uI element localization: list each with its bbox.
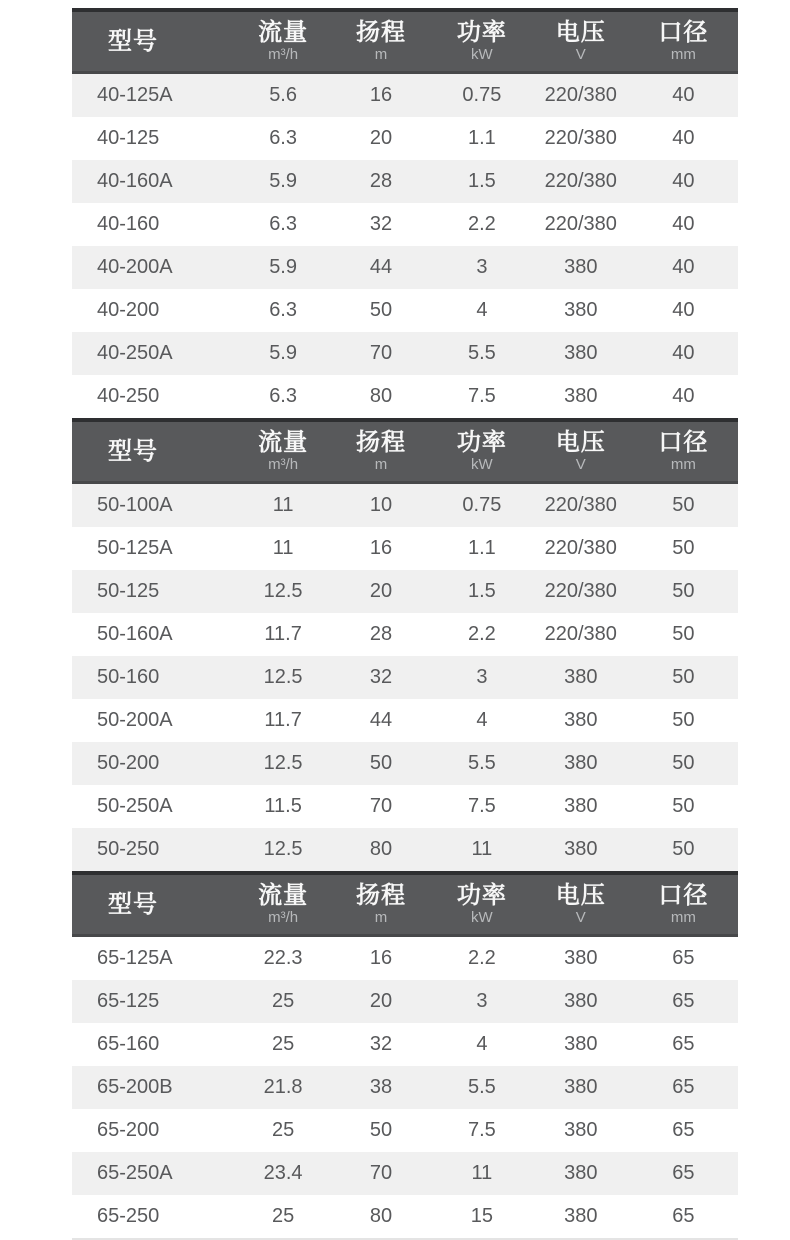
cell-flow: 5.9: [235, 246, 331, 289]
cell-model: 40-125A: [72, 73, 235, 118]
column-label: 型号: [108, 437, 158, 465]
column-unit: V: [575, 456, 586, 474]
cell-model: 50-160A: [72, 613, 235, 656]
cell-flow: 22.3: [235, 936, 331, 981]
cell-voltage: 380: [533, 332, 629, 375]
cell-power: 11: [431, 1152, 533, 1195]
cell-voltage: 220/380: [533, 160, 629, 203]
cell-diameter: 65: [629, 980, 738, 1023]
table-header: [72, 10, 738, 73]
table-row: [72, 289, 738, 332]
cell-head: 20: [331, 980, 431, 1023]
cell-model: 50-200: [72, 742, 235, 785]
cell-power: 1.5: [431, 570, 533, 613]
column-header-power: [431, 873, 533, 936]
cell-diameter: 40: [629, 73, 738, 118]
cell-model: 50-125A: [72, 527, 235, 570]
column-header-inner: [431, 875, 533, 934]
cell-diameter: 50: [629, 527, 738, 570]
cell-head: 80: [331, 1195, 431, 1238]
cell-voltage: 220/380: [533, 613, 629, 656]
table-row: [72, 656, 738, 699]
cell-flow: 6.3: [235, 203, 331, 246]
cell-head: 16: [331, 936, 431, 981]
table-row: [72, 1109, 738, 1152]
cell-diameter: 50: [629, 483, 738, 528]
table-row: [72, 483, 738, 528]
cell-flow: 11.7: [235, 613, 331, 656]
cell-model: 50-100A: [72, 483, 235, 528]
cell-power: 2.2: [431, 936, 533, 981]
cell-flow: 21.8: [235, 1066, 331, 1109]
cell-voltage: 380: [533, 936, 629, 981]
column-label: 型号: [108, 27, 158, 55]
cell-power: 2.2: [431, 203, 533, 246]
cell-model: 40-160: [72, 203, 235, 246]
cell-head: 38: [331, 1066, 431, 1109]
cell-power: 0.75: [431, 73, 533, 118]
cell-diameter: 50: [629, 570, 738, 613]
cell-diameter: 40: [629, 203, 738, 246]
cell-power: 3: [431, 246, 533, 289]
cell-power: 7.5: [431, 375, 533, 418]
cell-flow: 11: [235, 483, 331, 528]
column-header-diameter: [629, 10, 738, 73]
cell-voltage: 380: [533, 785, 629, 828]
column-header-inner: [235, 422, 331, 481]
cell-voltage: 380: [533, 1109, 629, 1152]
column-header-head: [331, 10, 431, 73]
cell-head: 10: [331, 483, 431, 528]
cell-power: 4: [431, 289, 533, 332]
cell-power: 3: [431, 980, 533, 1023]
cell-diameter: 50: [629, 785, 738, 828]
pump-spec-table-40-series: [72, 8, 738, 418]
cell-diameter: 40: [629, 289, 738, 332]
column-header-inner: [431, 422, 533, 481]
column-unit: V: [575, 46, 586, 64]
header-row: [72, 420, 738, 483]
table-row: [72, 332, 738, 375]
cell-diameter: 50: [629, 699, 738, 742]
cell-flow: 11.7: [235, 699, 331, 742]
column-label: 功率: [456, 19, 507, 47]
column-header-inner: [533, 12, 629, 71]
table-row: [72, 980, 738, 1023]
cell-flow: 25: [235, 980, 331, 1023]
cell-voltage: 380: [533, 828, 629, 871]
cell-diameter: 50: [629, 828, 738, 871]
column-unit: V: [575, 909, 586, 927]
cell-power: 5.5: [431, 332, 533, 375]
column-label: 电压: [555, 19, 606, 47]
column-header-inner: [629, 422, 738, 481]
cell-diameter: 65: [629, 1152, 738, 1195]
column-header-power: [431, 420, 533, 483]
cell-model: 65-250A: [72, 1152, 235, 1195]
spec-tables-container: [72, 8, 790, 1238]
table-row: [72, 570, 738, 613]
cell-diameter: 40: [629, 246, 738, 289]
cell-power: 1.1: [431, 527, 533, 570]
column-unit: m³/h: [268, 46, 299, 64]
cell-voltage: 380: [533, 699, 629, 742]
cell-head: 70: [331, 332, 431, 375]
column-header-model: [72, 420, 235, 483]
table-body: [72, 936, 738, 1239]
column-unit: mm: [670, 46, 696, 64]
column-unit: m: [374, 46, 388, 64]
column-header-model: [72, 873, 235, 936]
cell-head: 70: [331, 785, 431, 828]
table-row: [72, 73, 738, 118]
header-row: [72, 10, 738, 73]
column-header-inner: [235, 875, 331, 934]
table-row: [72, 160, 738, 203]
cell-diameter: 65: [629, 1109, 738, 1152]
cell-power: 11: [431, 828, 533, 871]
column-header-inner: [331, 12, 431, 71]
cell-flow: 5.9: [235, 332, 331, 375]
column-label: 电压: [555, 429, 606, 457]
cell-model: 65-200: [72, 1109, 235, 1152]
cell-power: 0.75: [431, 483, 533, 528]
table-row: [72, 527, 738, 570]
cell-model: 40-160A: [72, 160, 235, 203]
column-label: 型号: [108, 890, 158, 918]
cell-voltage: 220/380: [533, 203, 629, 246]
cell-head: 32: [331, 1023, 431, 1066]
table-row: [72, 1152, 738, 1195]
cell-flow: 23.4: [235, 1152, 331, 1195]
cell-head: 28: [331, 613, 431, 656]
cell-flow: 6.3: [235, 289, 331, 332]
cell-power: 5.5: [431, 742, 533, 785]
cell-voltage: 380: [533, 1152, 629, 1195]
cell-head: 20: [331, 117, 431, 160]
cell-flow: 6.3: [235, 375, 331, 418]
cell-model: 50-160: [72, 656, 235, 699]
cell-flow: 12.5: [235, 742, 331, 785]
cell-model: 40-250A: [72, 332, 235, 375]
column-label: 流量: [258, 19, 309, 47]
cell-power: 7.5: [431, 1109, 533, 1152]
column-header-flow: [235, 420, 331, 483]
cell-voltage: 220/380: [533, 483, 629, 528]
column-unit: mm: [670, 456, 696, 474]
column-unit: m³/h: [268, 909, 299, 927]
column-header-inner: [331, 422, 431, 481]
cell-voltage: 380: [533, 246, 629, 289]
cell-flow: 25: [235, 1023, 331, 1066]
cell-model: 65-200B: [72, 1066, 235, 1109]
cell-head: 32: [331, 203, 431, 246]
cell-model: 40-200: [72, 289, 235, 332]
cell-flow: 11.5: [235, 785, 331, 828]
table-row: [72, 117, 738, 160]
column-header-diameter: [629, 873, 738, 936]
cell-flow: 25: [235, 1109, 331, 1152]
cell-voltage: 220/380: [533, 73, 629, 118]
cell-model: 50-200A: [72, 699, 235, 742]
cell-power: 5.5: [431, 1066, 533, 1109]
cell-model: 50-250: [72, 828, 235, 871]
cell-head: 32: [331, 656, 431, 699]
cell-flow: 5.9: [235, 160, 331, 203]
cell-head: 44: [331, 699, 431, 742]
cell-voltage: 380: [533, 980, 629, 1023]
cell-diameter: 40: [629, 332, 738, 375]
column-unit: kW: [471, 909, 493, 927]
column-header-inner: [629, 12, 738, 71]
column-unit: kW: [471, 456, 493, 474]
cell-head: 80: [331, 828, 431, 871]
column-label: 口径: [658, 882, 709, 910]
cell-model: 65-125: [72, 980, 235, 1023]
cell-flow: 11: [235, 527, 331, 570]
column-label: 功率: [456, 882, 507, 910]
cell-voltage: 380: [533, 656, 629, 699]
table-row: [72, 699, 738, 742]
table-row: [72, 936, 738, 981]
cell-diameter: 65: [629, 1023, 738, 1066]
column-unit: m³/h: [268, 456, 299, 474]
column-header-flow: [235, 10, 331, 73]
pump-spec-table-50-series: [72, 418, 738, 871]
column-header-inner: [72, 12, 235, 71]
table-row: [72, 742, 738, 785]
cell-power: 4: [431, 699, 533, 742]
table-row: [72, 246, 738, 289]
cell-voltage: 380: [533, 742, 629, 785]
column-header-inner: [72, 875, 235, 934]
cell-voltage: 380: [533, 1023, 629, 1066]
table-header: [72, 873, 738, 936]
cell-head: 16: [331, 527, 431, 570]
column-label: 功率: [456, 429, 507, 457]
cell-diameter: 65: [629, 1066, 738, 1109]
cell-power: 2.2: [431, 613, 533, 656]
cell-flow: 25: [235, 1195, 331, 1238]
cell-head: 44: [331, 246, 431, 289]
cell-power: 4: [431, 1023, 533, 1066]
cell-diameter: 40: [629, 375, 738, 418]
cell-diameter: 40: [629, 117, 738, 160]
column-header-inner: [331, 875, 431, 934]
cell-model: 65-250: [72, 1195, 235, 1238]
cell-model: 40-200A: [72, 246, 235, 289]
column-label: 流量: [258, 882, 309, 910]
cell-head: 80: [331, 375, 431, 418]
cell-diameter: 65: [629, 936, 738, 981]
cell-voltage: 380: [533, 289, 629, 332]
table-row: [72, 1023, 738, 1066]
column-header-head: [331, 420, 431, 483]
cell-diameter: 40: [629, 160, 738, 203]
column-header-voltage: [533, 420, 629, 483]
cell-power: 1.5: [431, 160, 533, 203]
cell-power: 3: [431, 656, 533, 699]
cell-voltage: 220/380: [533, 570, 629, 613]
cell-voltage: 380: [533, 1195, 629, 1238]
column-header-head: [331, 873, 431, 936]
cell-power: 1.1: [431, 117, 533, 160]
cell-diameter: 50: [629, 613, 738, 656]
cell-flow: 12.5: [235, 656, 331, 699]
cell-voltage: 380: [533, 1066, 629, 1109]
cell-head: 28: [331, 160, 431, 203]
cell-flow: 6.3: [235, 117, 331, 160]
cell-voltage: 220/380: [533, 117, 629, 160]
cell-head: 20: [331, 570, 431, 613]
cell-head: 70: [331, 1152, 431, 1195]
column-label: 口径: [658, 429, 709, 457]
cell-model: 40-250: [72, 375, 235, 418]
column-header-flow: [235, 873, 331, 936]
column-unit: m: [374, 909, 388, 927]
table-row: [72, 828, 738, 871]
column-header-inner: [72, 422, 235, 481]
cell-voltage: 380: [533, 375, 629, 418]
column-header-inner: [533, 422, 629, 481]
pump-spec-table-65-series: [72, 871, 738, 1238]
cell-power: 15: [431, 1195, 533, 1238]
column-header-inner: [235, 12, 331, 71]
cell-diameter: 65: [629, 1195, 738, 1238]
cell-model: 50-125: [72, 570, 235, 613]
column-label: 电压: [555, 882, 606, 910]
column-header-inner: [533, 875, 629, 934]
column-header-inner: [629, 875, 738, 934]
cell-voltage: 220/380: [533, 527, 629, 570]
column-label: 扬程: [355, 19, 406, 47]
table-body: [72, 73, 738, 419]
table-row: [72, 1066, 738, 1109]
column-header-inner: [431, 12, 533, 71]
table-row: [72, 375, 738, 418]
cell-head: 50: [331, 742, 431, 785]
column-unit: m: [374, 456, 388, 474]
cell-head: 50: [331, 1109, 431, 1152]
cell-diameter: 50: [629, 742, 738, 785]
column-header-power: [431, 10, 533, 73]
column-label: 流量: [258, 429, 309, 457]
table-body: [72, 483, 738, 872]
cell-model: 65-160: [72, 1023, 235, 1066]
cell-model: 50-250A: [72, 785, 235, 828]
column-label: 扬程: [355, 429, 406, 457]
cell-flow: 5.6: [235, 73, 331, 118]
column-unit: kW: [471, 46, 493, 64]
column-header-model: [72, 10, 235, 73]
table-row: [72, 203, 738, 246]
column-label: 扬程: [355, 882, 406, 910]
table-row: [72, 785, 738, 828]
cell-diameter: 50: [629, 656, 738, 699]
cell-power: 7.5: [431, 785, 533, 828]
cell-flow: 12.5: [235, 570, 331, 613]
column-label: 口径: [658, 19, 709, 47]
table-row: [72, 1195, 738, 1238]
column-header-diameter: [629, 420, 738, 483]
table-header: [72, 420, 738, 483]
column-header-voltage: [533, 10, 629, 73]
cell-head: 50: [331, 289, 431, 332]
column-header-voltage: [533, 873, 629, 936]
cell-model: 65-125A: [72, 936, 235, 981]
cell-head: 16: [331, 73, 431, 118]
cell-model: 40-125: [72, 117, 235, 160]
cell-flow: 12.5: [235, 828, 331, 871]
table-row: [72, 613, 738, 656]
column-unit: mm: [670, 909, 696, 927]
header-row: [72, 873, 738, 936]
